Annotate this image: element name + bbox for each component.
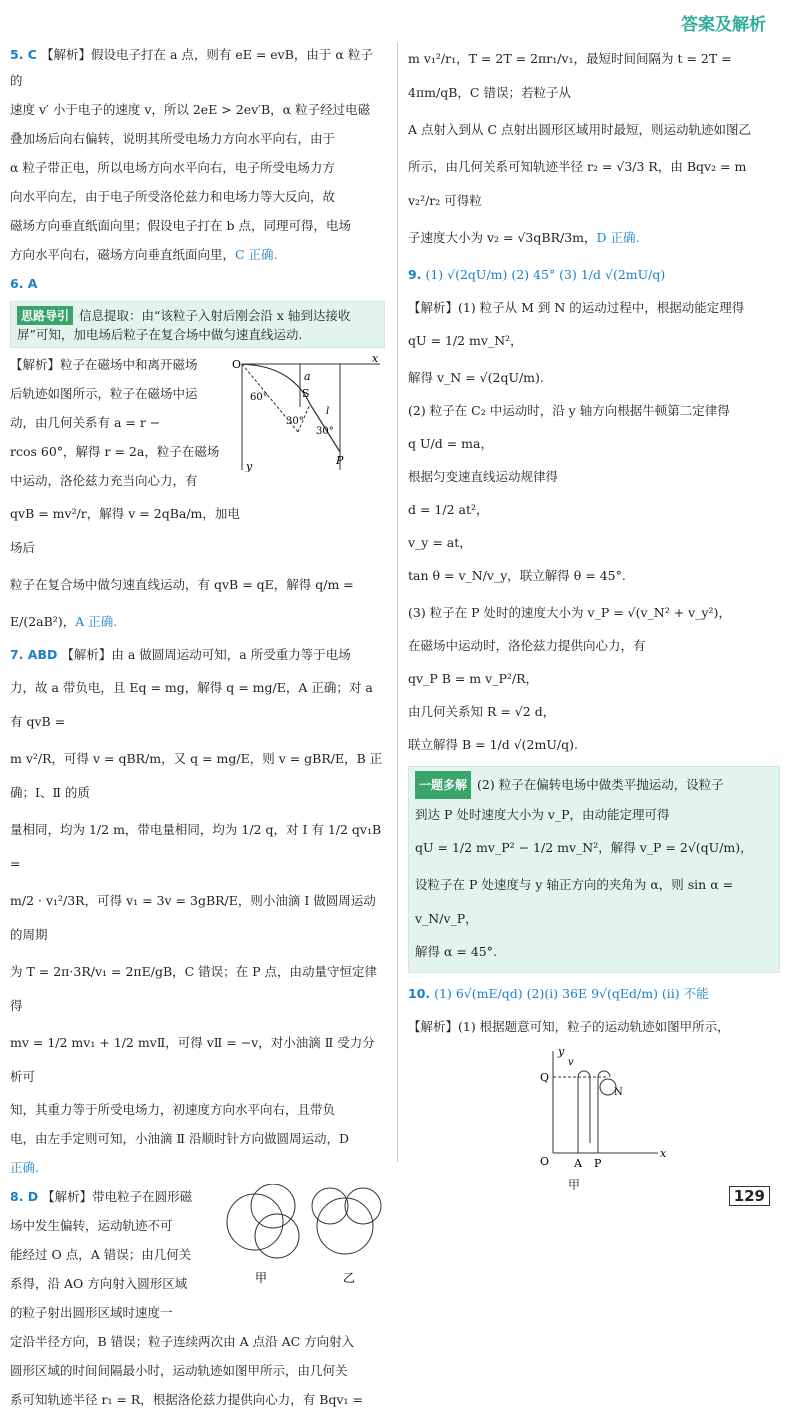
q9-answer: (1) √(2qU/m) (2) 45° (3) 1/d √(2mU/q) bbox=[425, 267, 666, 282]
fig-label: 30° bbox=[316, 426, 334, 437]
q6-line: 动，由几何关系有 a = r − bbox=[10, 415, 161, 430]
hint-text: 信息提取：由“该粒子入射后刚会沿 x 轴到达接收屏”可知，加电场后粒子在复合场中做匀速直线运动. bbox=[17, 308, 351, 342]
page-header bbox=[0, 0, 800, 34]
fig-label: x bbox=[660, 1147, 667, 1160]
q5-line: α 粒子带正电，所以电场方向水平向右，电子所受电场力方 bbox=[10, 160, 335, 175]
box-line: 到达 P 处时速度大小为 v_P，由动能定理可得 bbox=[415, 807, 670, 822]
fig-label: l bbox=[326, 406, 330, 417]
q10-fig-caption: 甲 bbox=[567, 1178, 580, 1192]
q8-line: 圆形区域的时间间隔最小时，运动轨迹如图甲所示，由几何关 bbox=[10, 1363, 348, 1378]
q10-line: 【解析】(1) 根据题意可知，粒子的运动轨迹如图甲所示， bbox=[408, 1019, 730, 1034]
q9-line: 在磁场中运动时，洛伦兹力提供向心力，有 bbox=[408, 638, 646, 653]
q8-line: 的粒子射出圆形区域时速度一 bbox=[10, 1305, 173, 1320]
q7-line: 为 T = 2π·3R/v₁ = 2πE/gB，C 错误；在 P 点，由动量守恒定律得 bbox=[10, 964, 378, 1013]
q6-line: 【解析】粒子在磁场中和离开磁场 bbox=[10, 357, 198, 372]
q7-line: m/2 · v₁²/3R，可得 v₁ = 3v = 3gBR/E，则小油滴 Ⅰ 做圆周运动的周期 bbox=[10, 893, 376, 942]
path-arc-2 bbox=[598, 1071, 610, 1077]
path-arc bbox=[578, 1071, 590, 1077]
fig-label: v bbox=[568, 1057, 574, 1068]
fig-caption: 乙 bbox=[343, 1271, 356, 1285]
q8-line: 【解析】带电粒子在圆形磁 bbox=[42, 1189, 193, 1204]
q7-line: mv = 1/2 mv₁ + 1/2 mvⅡ，可得 vⅡ = −v，对小油滴 Ⅱ 受力分析可 bbox=[10, 1035, 375, 1084]
multi-solution-box bbox=[408, 766, 780, 973]
fig-label: y bbox=[246, 460, 253, 472]
q9-line: 根据匀变速直线运动规律得 bbox=[408, 469, 559, 484]
q10-answer: (1) 6√(mE/qd) (2)(i) 36E 9√(qEd/m) (ii) 不能 bbox=[434, 986, 709, 1001]
q9-line: v_y = at， bbox=[408, 535, 472, 550]
circle-jia-1 bbox=[227, 1194, 283, 1250]
q9-line: (2) 粒子在 C₂ 中运动时，沿 y 轴方向根据牛顿第二定律得 bbox=[408, 403, 730, 418]
q6-verdict: A 正确. bbox=[75, 614, 118, 629]
q5-block bbox=[10, 42, 385, 268]
q8-line: 定沿半径方向，B 错误；粒子连续两次由 A 点沿 AC 方向射入 bbox=[10, 1334, 355, 1349]
q8-line: 系可知轨迹半径 r₁ = R，根据洛伦兹力提供向心力，有 Bqv₁ = bbox=[10, 1392, 363, 1407]
box-line: (2) 粒子在偏转电场中做类平抛运动，设粒子 bbox=[477, 777, 724, 792]
q7-line: 【解析】由 a 做圆周运动可知，a 所受重力等于电场 bbox=[61, 647, 351, 662]
page-number: 129 bbox=[729, 1186, 770, 1206]
fig-label: O bbox=[232, 358, 242, 371]
q8-line: 系得，沿 AO 方向射入圆形区域 bbox=[10, 1276, 188, 1291]
q6-line: rcos 60°，解得 r = 2a，粒子在磁场 bbox=[10, 444, 220, 459]
q9-line: 联立解得 B = 1/d √(2mU/q). bbox=[408, 737, 578, 752]
q9-line: 【解析】(1) 粒子从 M 到 N 的运动过程中，根据动能定理得 bbox=[408, 300, 745, 315]
fig-label: N bbox=[614, 1087, 623, 1098]
q7-line: 正确. bbox=[10, 1160, 39, 1175]
column-divider bbox=[397, 42, 398, 1162]
q10-figure bbox=[408, 1043, 780, 1173]
q8-figures bbox=[215, 1184, 385, 1289]
fig-label: P bbox=[594, 1157, 602, 1170]
q6-number: 6. A bbox=[10, 276, 38, 291]
q5-number: 5. C bbox=[10, 47, 37, 62]
fig-label: P bbox=[336, 454, 344, 467]
q5-line: 磁场方向垂直纸面向里；假设电子打在 b 点，同理可得，电场 bbox=[10, 218, 351, 233]
fig-label: O bbox=[540, 1155, 550, 1168]
q8c-line: 所示，由几何关系可知轨迹半径 r₂ = √3/3 R，由 Bqv₂ = m v₂²/r₂ 可得粒 bbox=[408, 159, 747, 208]
right-column bbox=[408, 42, 780, 1193]
q5-line: 速度 v′ 小于电子的速度 v，所以 2eE > 2ev′B，α 粒子经过电磁 bbox=[10, 102, 371, 117]
q5-verdict: C 正确. bbox=[235, 247, 278, 262]
fig-label: x bbox=[372, 352, 379, 365]
circle-yi-2 bbox=[312, 1188, 348, 1224]
q8-block bbox=[10, 1184, 385, 1413]
left-column bbox=[10, 42, 385, 1416]
circle-jia-3 bbox=[255, 1214, 299, 1258]
fig-caption: 甲 bbox=[255, 1271, 268, 1285]
q10-number: 10. bbox=[408, 986, 431, 1001]
q9-line: 解得 v_N = √(2qU/m). bbox=[408, 370, 544, 385]
q6-figure bbox=[232, 352, 382, 472]
q5-line: 方向水平向右，磁场方向垂直纸面向里， bbox=[10, 247, 236, 262]
box-line: qU = 1/2 mv_P² − 1/2 mv_N²，解得 v_P = 2√(qU/m)， bbox=[415, 840, 753, 855]
circle-jia-2 bbox=[251, 1184, 295, 1228]
q6-line: 后轨迹如图所示，粒子在磁场中运 bbox=[10, 386, 198, 401]
q9-line: tan θ = v_N/v_y，联立解得 θ = 45°. bbox=[408, 568, 626, 583]
q7-line: 电，由左手定则可知，小油滴 Ⅱ 沿顺时针方向做圆周运动，D bbox=[10, 1131, 349, 1146]
q7-number: 7. ABD bbox=[10, 647, 58, 662]
q8c-line: A 点射入到从 C 点射出圆形区域用时最短，则运动轨迹如图乙 bbox=[408, 122, 752, 137]
q9-line: 由几何关系知 R = √2 d， bbox=[408, 704, 556, 719]
q7-block bbox=[10, 642, 385, 1181]
circle-yi-3 bbox=[345, 1188, 381, 1224]
q8-line: 场中发生偏转，运动轨迹不可 bbox=[10, 1218, 173, 1233]
box-line: 设粒子在 P 处速度与 y 轴正方向的夹角为 α，则 sin α = v_N/v_P， bbox=[415, 877, 734, 926]
q9-line: d = 1/2 at²， bbox=[408, 502, 489, 517]
fig-label: 30° bbox=[286, 416, 304, 427]
q6-line: qvB = mv²/r，解得 v = 2qBa/m，加电场后 bbox=[10, 506, 240, 555]
q6-line: E/(2aB²)， bbox=[10, 614, 76, 629]
q5-line: 【解析】假设电子打在 a 点，则有 eE = evB，由于 α 粒子的 bbox=[10, 47, 373, 88]
hint-label: 思路导引 bbox=[17, 306, 73, 325]
q6-block bbox=[10, 271, 385, 639]
fig-label: Q bbox=[540, 1071, 550, 1084]
q7-line: 知，其重力等于所受电场力，初速度方向水平向右，且带负 bbox=[10, 1102, 336, 1117]
fig-label: a bbox=[304, 370, 311, 383]
q9-line: (3) 粒子在 P 处时的速度大小为 v_P = √(v_N² + v_y²)， bbox=[408, 605, 731, 620]
q5-line: 向水平向左，由于电子所受洛伦兹力和电场力等大反向，故 bbox=[10, 189, 336, 204]
q9-line: q U/d = ma， bbox=[408, 436, 493, 451]
fig-label: y bbox=[558, 1045, 565, 1058]
q7-line: 力，故 a 带负电，且 Eq = mg，解得 q = mg/E，A 正确；对 a 有 qvB = bbox=[10, 680, 373, 729]
multi-solution-label: 一题多解 bbox=[415, 771, 471, 799]
q8-number: 8. D bbox=[10, 1189, 39, 1204]
q7-line: m v²/R，可得 v = qBR/m，又 q = mg/E，则 v = gBR/E，B 正确；Ⅰ、Ⅱ 的质 bbox=[10, 751, 383, 800]
q9-number: 9. bbox=[408, 267, 422, 282]
fig-label: S bbox=[302, 387, 310, 400]
q9-line: qU = 1/2 mv_N²， bbox=[408, 333, 523, 348]
header-title: 答案及解析 bbox=[681, 15, 766, 35]
q5-line: 叠加场后向右偏转，说明其所受电场力方向水平向右，由于 bbox=[10, 131, 336, 146]
q6-line: 中运动，洛伦兹力充当向心力，有 bbox=[10, 473, 198, 488]
q10-block bbox=[408, 977, 780, 1193]
q8-continued bbox=[408, 42, 780, 255]
q8-verdict: D 正确. bbox=[596, 230, 640, 245]
q9-block bbox=[408, 258, 780, 973]
q7-line: 量相同，均为 1/2 m，带电量相同，均为 1/2 q，对 Ⅰ 有 1/2 qv₁B = bbox=[10, 822, 382, 871]
q8c-line: m v₁²/r₁，T = 2T = 2πr₁/v₁，最短时间间隔为 t = 2T = 4πm/qB，C 错误；若粒子从 bbox=[408, 51, 732, 100]
fig-label: A bbox=[574, 1157, 582, 1170]
hint-box bbox=[10, 301, 385, 348]
q8c-line: 子速度大小为 v₂ = √3qBR/3m， bbox=[408, 230, 597, 245]
q9-line: qv_P B = m v_P²/R， bbox=[408, 671, 538, 686]
q6-line: 粒子在复合场中做匀速直线运动，有 qvB = qE，解得 q/m = bbox=[10, 577, 354, 592]
q8-line: 能经过 O 点，A 错误；由几何关 bbox=[10, 1247, 192, 1262]
fig-label: 60° bbox=[250, 392, 268, 403]
box-line: 解得 α = 45°. bbox=[415, 944, 497, 959]
